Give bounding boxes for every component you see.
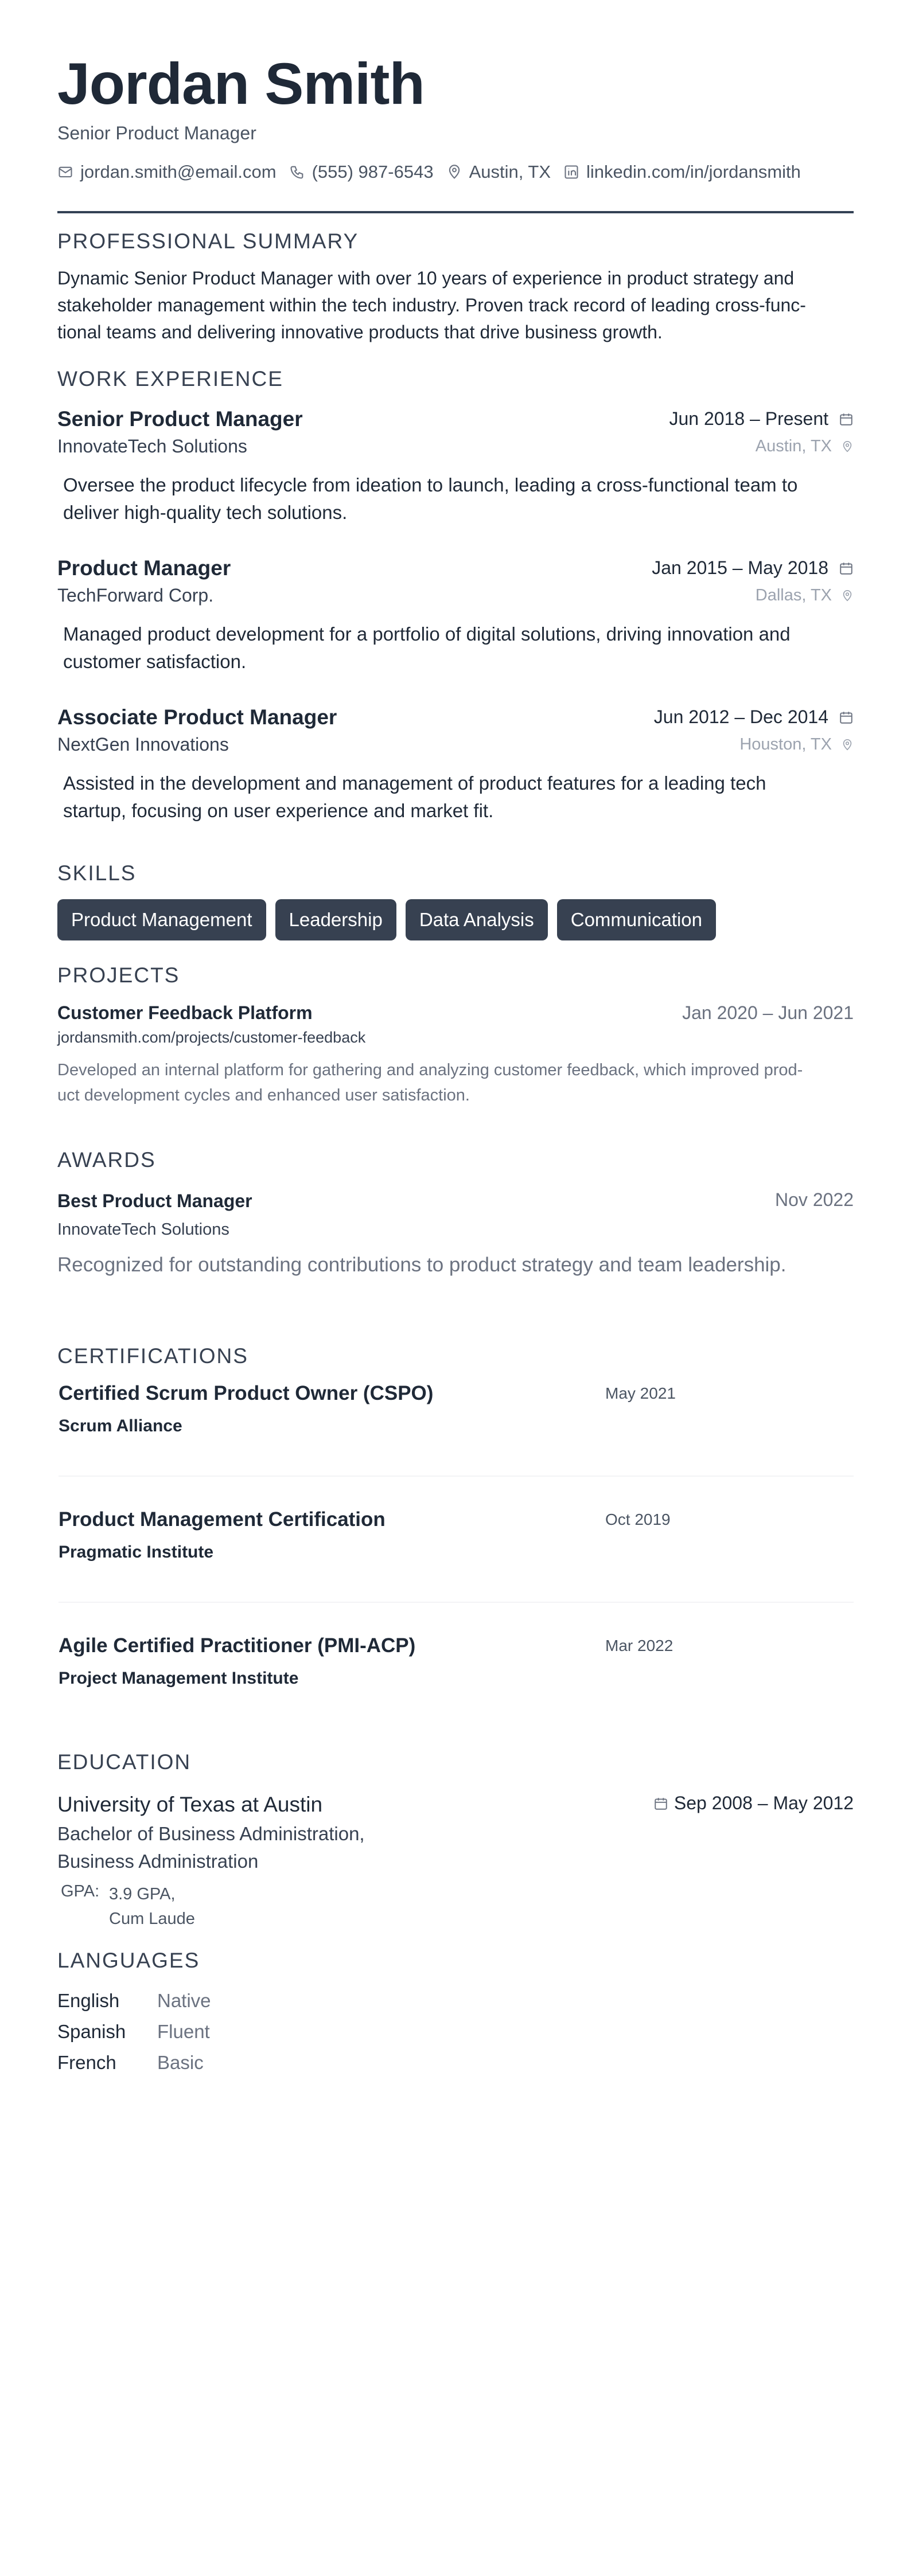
job-location [739, 735, 854, 754]
certification-date: May 2021 [605, 1384, 676, 1402]
job-location-text: Dallas, TX [755, 586, 832, 604]
certification-issuer: Project Management Institute [59, 1669, 299, 1688]
skill-tag: Leadership [275, 899, 396, 940]
language-level: Fluent [157, 2021, 210, 2042]
contact-linkedin[interactable] [563, 162, 801, 182]
education-degree-line: Bachelor of Business Administration, [57, 1823, 365, 1844]
contact-location-text: Austin, TX [469, 162, 551, 182]
contact-phone-text: (555) 987-6543 [312, 162, 434, 182]
education-date [653, 1793, 854, 1814]
map-pin-icon [841, 590, 854, 602]
skill-tag: Product Management [57, 899, 266, 940]
job-description [63, 770, 848, 825]
job-location [756, 586, 854, 605]
job-role: Senior Product Manager [57, 407, 303, 431]
contact-bar [57, 162, 813, 182]
summary-line: stakeholder management within the tech industry. Proven track record of leading cross-func- [57, 295, 806, 315]
job-description-line: Assisted in the development and management of product features for a leading tech [63, 772, 766, 794]
job-company: InnovateTech Solutions [57, 436, 247, 456]
job-description [63, 620, 848, 676]
project-description-line: Developed an internal platform for gathering and analyzing customer feedback, which improved prod- [57, 1061, 803, 1079]
certification-issuer: Pragmatic Institute [59, 1543, 214, 1562]
certification-name: Product Management Certification [59, 1508, 386, 1531]
language-row [57, 2021, 210, 2043]
job-location [756, 437, 854, 456]
language-level: Basic [157, 2052, 204, 2073]
candidate-name: Jordan Smith [57, 51, 425, 116]
calendar-icon [839, 710, 854, 725]
job-date-text: Jun 2018 – Present [669, 408, 828, 429]
certification-issuer: Scrum Alliance [59, 1416, 182, 1435]
job-description [63, 471, 848, 526]
education-degree-line: Business Administration [57, 1851, 259, 1872]
education-date-text: Sep 2008 – May 2012 [673, 1793, 854, 1813]
section-title-education: EDUCATION [57, 1750, 192, 1774]
certification-name: Agile Certified Practitioner (PMI-ACP) [59, 1634, 416, 1657]
award-description: Recognized for outstanding contributions to product strategy and team leadership. [57, 1254, 787, 1276]
section-title-certifications: CERTIFICATIONS [57, 1344, 248, 1368]
job-location-text: Austin, TX [755, 437, 832, 455]
education-school: University of Texas at Austin [57, 1793, 323, 1816]
section-title-skills: SKILLS [57, 861, 137, 885]
job-description-line: customer satisfaction. [63, 651, 247, 672]
language-row [57, 1990, 211, 2012]
section-title-awards: AWARDS [57, 1148, 156, 1172]
award-name: Best Product Manager [57, 1191, 252, 1211]
job-date [669, 408, 854, 430]
contact-location [446, 162, 551, 182]
skill-tag: Communication [557, 899, 716, 940]
language-name: Spanish [57, 2021, 126, 2042]
phone-icon [289, 164, 305, 180]
summary-line: tional teams and delivering innovative products that drive business growth. [57, 322, 663, 342]
education-degree [57, 1820, 365, 1875]
section-title-projects: PROJECTS [57, 963, 180, 987]
linkedin-icon [563, 164, 579, 180]
job-description-line: deliver high-quality tech solutions. [63, 502, 348, 523]
contact-phone[interactable] [289, 162, 434, 182]
job-date-text: Jun 2012 – Dec 2014 [653, 707, 828, 727]
job-role: Product Manager [57, 556, 231, 580]
contact-linkedin-text: linkedin.com/in/jordansmith [586, 162, 801, 182]
language-name: English [57, 1990, 120, 2011]
certification-entry [59, 1382, 854, 1508]
job-location-text: Houston, TX [739, 735, 832, 754]
map-pin-icon [841, 440, 854, 453]
job-date [652, 557, 854, 579]
project-description [57, 1057, 854, 1108]
certification-name: Certified Scrum Product Owner (CSPO) [59, 1382, 434, 1404]
certification-entry [59, 1508, 854, 1634]
summary-text [57, 265, 806, 346]
language-name: French [57, 2052, 116, 2073]
certification-date: Oct 2019 [605, 1511, 671, 1528]
skills-list [57, 899, 716, 940]
job-company: TechForward Corp. [57, 585, 214, 606]
section-title-languages: LANGUAGES [57, 1949, 200, 1972]
job-date-text: Jan 2015 – May 2018 [652, 557, 828, 578]
contact-email-text: jordan.smith@email.com [80, 162, 277, 182]
education-gpa-line: 3.9 GPA, [109, 1885, 176, 1903]
job-description-line: Managed product development for a portfolio of digital solutions, driving innovation and [63, 623, 791, 645]
certification-date: Mar 2022 [605, 1637, 673, 1654]
certification-divider [59, 1602, 854, 1603]
language-level: Native [157, 1990, 211, 2011]
project-link[interactable]: jordansmith.com/projects/customer-feedback [57, 1029, 366, 1046]
calendar-icon [653, 1796, 668, 1811]
certification-divider [59, 1476, 854, 1477]
map-pin-icon [841, 739, 854, 751]
award-date: Nov 2022 [775, 1189, 854, 1210]
certification-entry [59, 1634, 854, 1761]
calendar-icon [839, 561, 854, 576]
section-title-summary: PROFESSIONAL SUMMARY [57, 229, 359, 253]
education-gpa [109, 1882, 195, 1931]
map-pin-icon [446, 164, 462, 180]
project-date: Jan 2020 – Jun 2021 [682, 1002, 854, 1023]
job-description-line: startup, focusing on user experience and market fit. [63, 800, 494, 821]
project-description-line: uct development cycles and enhanced user satisfaction. [57, 1086, 470, 1104]
mail-icon [57, 164, 73, 180]
language-row [57, 2052, 204, 2074]
job-role: Associate Product Manager [57, 705, 337, 729]
section-title-experience: WORK EXPERIENCE [57, 367, 283, 391]
job-date [654, 707, 854, 728]
summary-line: Dynamic Senior Product Manager with over 10 years of experience in product strategy and [57, 268, 795, 288]
education-gpa-label: GPA: [61, 1882, 100, 1900]
education-gpa-line: Cum Laude [109, 1910, 195, 1928]
contact-email[interactable] [57, 162, 277, 182]
header-divider [57, 211, 854, 213]
job-company: NextGen Innovations [57, 734, 229, 755]
job-description-line: Oversee the product lifecycle from ideation to launch, leading a cross-functional team to [63, 474, 798, 495]
calendar-icon [839, 412, 854, 427]
candidate-title: Senior Product Manager [57, 123, 256, 143]
project-name: Customer Feedback Platform [57, 1002, 313, 1023]
award-issuer: InnovateTech Solutions [57, 1220, 229, 1239]
skill-tag: Data Analysis [406, 899, 548, 940]
